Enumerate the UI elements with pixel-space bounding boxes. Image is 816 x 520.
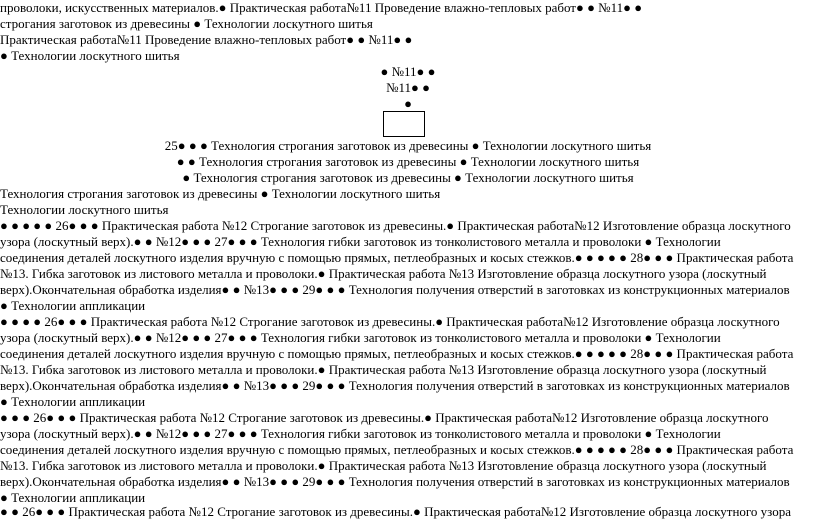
- text-line: соединения деталей лоскутного изделия вручную с помощью прямых, петлеобразных и косых стежков.● ● ● ● ● 28● ● ● Практическая работа: [0, 442, 794, 457]
- text-line: узора (лоскутный верх).● ● №12● ● ● 27● ● ● Технология гибки заготовок из тонколистового металла и проволоки ● Технологии: [0, 234, 721, 249]
- text-line: соединения деталей лоскутного изделия вручную с помощью прямых, петлеобразных и косых стежков.● ● ● ● ● 28● ● ● Практическая работа: [0, 346, 794, 361]
- text-line-centered: ●: [404, 96, 412, 111]
- text-line: ● ● ● ● ● 26● ● ● Практическая работа №12 Строгание заготовок из древесины.● Практическая работа№12 Изготовление образца лоскутного: [0, 218, 791, 233]
- text-line: ● Технологии аппликации: [0, 394, 146, 409]
- text-line-centered: ● №11● ●: [380, 64, 436, 79]
- text-line: соединения деталей лоскутного изделия вручную с помощью прямых, петлеобразных и косых стежков.● ● ● ● ● 28● ● ● Практическая работа: [0, 250, 794, 265]
- text-line: Практическая работа№11 Проведение влажно-тепловых работ● ● №11● ●: [0, 32, 413, 47]
- text-line: верх).Окончательная обработка изделия● ● №13● ● ● 29● ● ● Технология получения отверстий в заготовках из конструкционных материалов: [0, 282, 790, 297]
- text-line: ● ● ● ● 26● ● ● Практическая работа №12 Строгание заготовок из древесины.● Практическая работа№12 Изготовление образца лоскутного: [0, 314, 780, 329]
- text-line: верх).Окончательная обработка изделия● ● №13● ● ● 29● ● ● Технология получения отверстий в заготовках из конструкционных материалов: [0, 474, 790, 489]
- text-line: №13. Гибка заготовок из листового металла и проволоки.● Практическая работа №13 Изготовление образца лоскутного узора (лоскутный: [0, 266, 767, 281]
- empty-box: [383, 111, 425, 137]
- text-line: Технологии лоскутного шитья: [0, 202, 169, 217]
- text-line: Технология строгания заготовок из древесины ● Технологии лоскутного шитья: [0, 186, 441, 201]
- text-line-centered: ● Технология строгания заготовок из древесины ● Технологии лоскутного шитья: [182, 170, 634, 185]
- text-line: ● ● 26● ● ● Практическая работа №12 Строгание заготовок из древесины.● Практическая работа№12 Изготовление образца лоскутного узора: [0, 504, 791, 519]
- text-line-centered: 25● ● ● Технология строгания заготовок из древесины ● Технологии лоскутного шитья: [164, 138, 652, 153]
- text-line: верх).Окончательная обработка изделия● ● №13● ● ● 29● ● ● Технология получения отверстий в заготовках из конструкционных материалов: [0, 378, 790, 393]
- text-line: узора (лоскутный верх).● ● №12● ● ● 27● ● ● Технология гибки заготовок из тонколистового металла и проволоки ● Технологии: [0, 330, 721, 345]
- text-line: ● Технологии лоскутного шитья: [0, 48, 180, 63]
- text-line: №13. Гибка заготовок из листового металла и проволоки.● Практическая работа №13 Изготовление образца лоскутного узора (лоскутный: [0, 458, 767, 473]
- text-line-centered: №11● ●: [386, 80, 430, 95]
- text-line: ● Технологии аппликации: [0, 298, 146, 313]
- text-line: ● ● ● 26● ● ● Практическая работа №12 Строгание заготовок из древесины.● Практическая работа№12 Изготовление образца лоскутного: [0, 410, 769, 425]
- text-line: проволоки, искусственных материалов.● Практическая работа№11 Проведение влажно-тепловых работ● ● №11● ●: [0, 0, 643, 15]
- text-line: узора (лоскутный верх).● ● №12● ● ● 27● ● ● Технология гибки заготовок из тонколистового металла и проволоки ● Технологии: [0, 426, 721, 441]
- text-line: ● Технологии аппликации: [0, 490, 146, 505]
- text-line: строгания заготовок из древесины ● Технологии лоскутного шитья: [0, 16, 373, 31]
- text-line: №13. Гибка заготовок из листового металла и проволоки.● Практическая работа №13 Изготовление образца лоскутного узора (лоскутный: [0, 362, 767, 377]
- text-line-centered: ● ● Технология строгания заготовок из древесины ● Технологии лоскутного шитья: [176, 154, 640, 169]
